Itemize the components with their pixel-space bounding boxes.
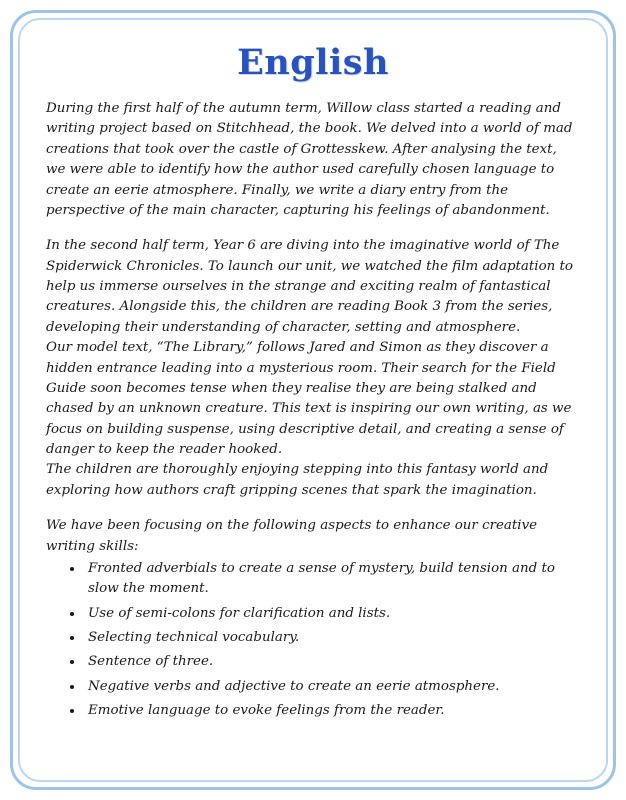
list-item: • Emotive language to evoke feelings from the reader. — [84, 701, 580, 721]
list-item: • Selecting technical vocabulary. — [84, 628, 580, 648]
document-body — [46, 99, 580, 722]
paragraph-focus-intro: We have been focusing on the following aspects to enhance our creative writing skills: — [46, 518, 538, 554]
paragraph-autumn-term: During the first half of the autumn term, Willow class started a reading and writing project based on Stitchhead, the book. We delved into a world of mad creations that took over the castle of Grottesskew. After analysing the text, we were able to identify how the author used carefully chosen language to create an eerie atmosphere. Finally, we write a diary entry from the perspective of the main character, capturing his feelings of abandonment. — [46, 101, 573, 218]
paragraph-spacer — [46, 221, 580, 236]
paragraph-spring-term: In the second half term, Year 6 are diving into the imaginative world of The Spiderwick Chronicles. To launch our unit, we watched the film adaptation to help us immerse ourselves in the strange and exciting realm of fantastical creatures. Alongside this, the children are reading Book 3 from the series, developing their understanding of character, setting and atmosphere. — [46, 238, 573, 335]
paragraph-spacer-2 — [46, 501, 580, 516]
list-item: • Fronted adverbials to create a sense of mystery, build tension and to slow the moment. — [84, 559, 580, 600]
list-item: • Sentence of three. — [84, 652, 580, 672]
decorative-border-outer — [10, 10, 616, 790]
writing-skills-list — [46, 559, 580, 722]
paragraph-enjoyment: The children are thoroughly enjoying stepping into this fantasy world and exploring how authors craft gripping scenes that spark the imagination. — [46, 462, 549, 498]
paragraph-model-text: Our model text, “The Library,” follows Jared and Simon as they discover a hidden entrance leading into a mysterious room. Their search for the Field Guide soon becomes tense when they realise they are being stalked and chased by an unknown creature. This text is inspiring our own writing, as we focus on building suspense, using descriptive detail, and creating a sense of danger to keep the reader hooked. — [46, 340, 572, 457]
list-item: • Negative verbs and adjective to create an eerie atmosphere. — [84, 677, 580, 697]
list-item: • Use of semi-colons for clarification and lists. — [84, 604, 580, 624]
decorative-border-inner — [18, 18, 608, 782]
page-title: English — [237, 42, 389, 83]
